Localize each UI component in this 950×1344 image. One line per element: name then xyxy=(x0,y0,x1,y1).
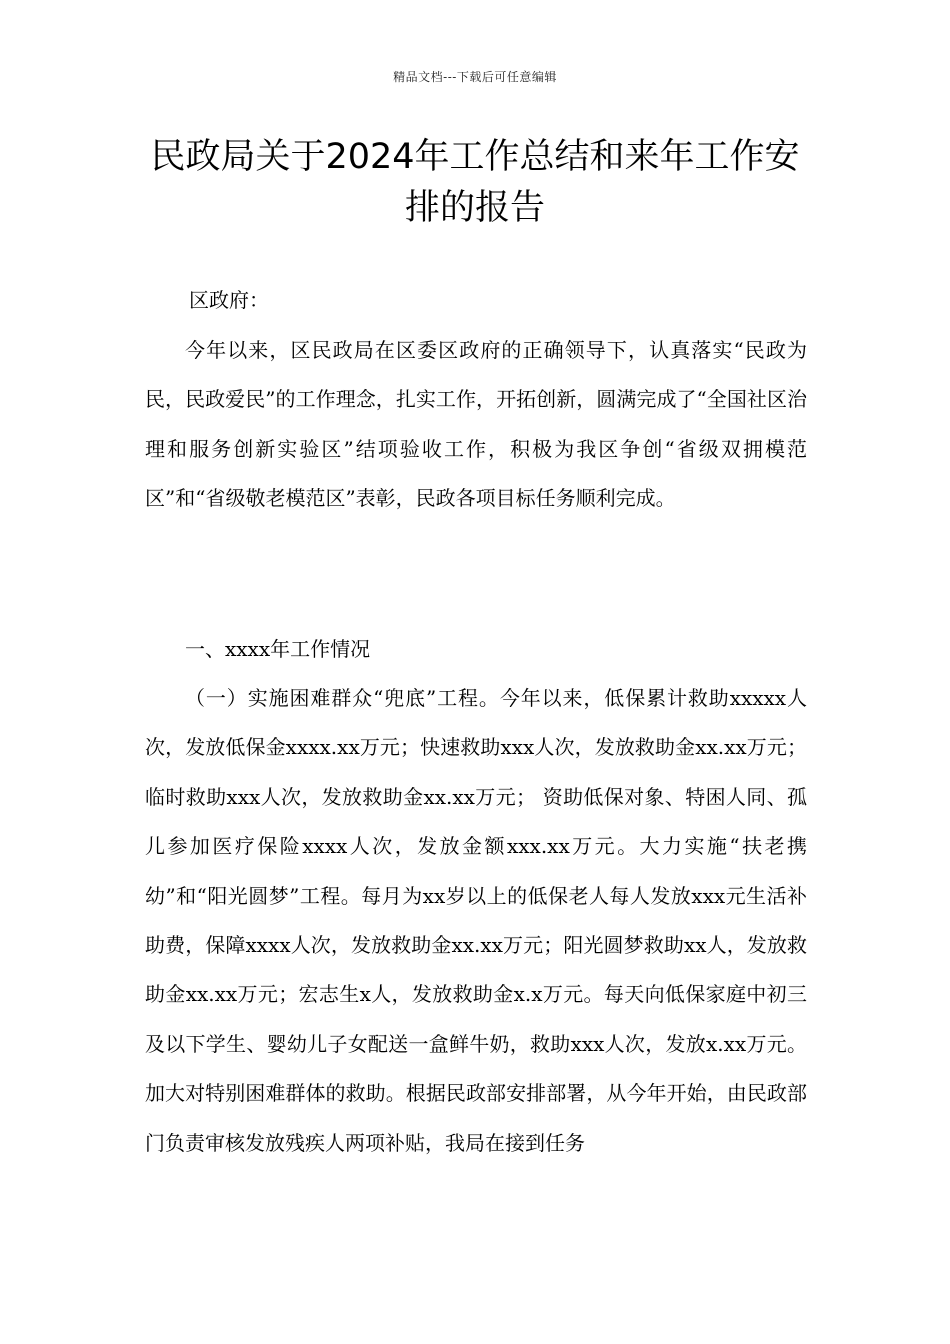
section-paragraph: （一）实施困难群众“兜底”工程。今年以来，低保累计救助xxxxx人次，发放低保金xxxx.xx万元；快速救助xxx人次，发放救助金xx.xx万元；临时救助xxx人次，发放救助金xx.xx万元； 资助低保对象、特困人同、孤儿参加医疗保险xxxx人次，发放金额xxx.xx万元。大力实施“扶老携幼”和“阳光圆梦”工程。每月为xx岁以上的低保老人每人发放xxx元生活补助费，保障xxxx人次，发放救助金xx.xx万元；阳光圆梦救助xx人，发放救助金xx.xx万元；宏志生x人，发放救助金x.x万元。每天向低保家庭中初三及以下学生、婴幼儿子女配送一盒鲜牛奶，救助xxx人次，发放x.xx万元。加大对特别困难群体的救助。根据民政部安排部署，从今年开始，由民政部门负责审核发放残疾人两项补贴，我局在接到任务 xyxy=(145,686,807,1155)
section-heading: 一、xxxx年工作情况 xyxy=(185,637,371,661)
salutation: 区政府： xyxy=(189,288,269,312)
document-title: 民政局关于2024年工作总结和来年工作安排的报告 xyxy=(150,137,800,228)
intro-paragraph: 今年以来，区民政局在区委区政府的正确领导下，认真落实“民政为民，民政爱民”的工作理念，扎实工作，开拓创新，圆满完成了“全国社区治理和服务创新实验区”结项验收工作，积极为我区争创“省级双拥模范区”和“省级敬老模范区”表彰，民政各项目标任务顺利完成。 xyxy=(145,338,807,511)
header-note: 精品文档---下载后可任意编辑 xyxy=(393,70,557,84)
